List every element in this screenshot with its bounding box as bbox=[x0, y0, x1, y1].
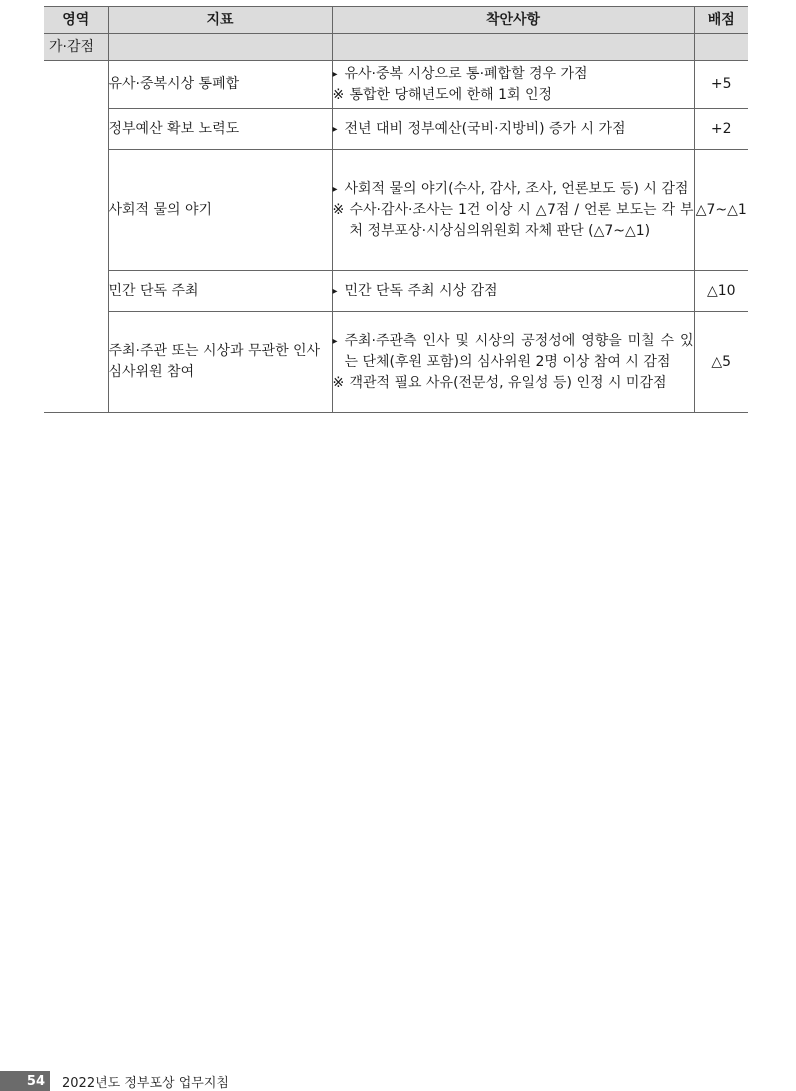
triangle-bullet-icon: ▸ bbox=[332, 285, 338, 297]
area-cell bbox=[44, 61, 108, 413]
triangle-bullet-icon: ▸ bbox=[332, 123, 338, 135]
score-cell: △5 bbox=[694, 312, 748, 413]
criteria-item bbox=[333, 64, 694, 85]
indicator-cell: 유사·중복시상 통폐합 bbox=[108, 61, 332, 109]
table-header-row bbox=[44, 7, 748, 34]
criteria-cell bbox=[332, 271, 694, 312]
criteria-cell bbox=[332, 312, 694, 413]
header-criteria: 착안사항 bbox=[332, 7, 694, 34]
criteria-item bbox=[333, 281, 694, 302]
table-row bbox=[44, 271, 748, 312]
table-row bbox=[44, 109, 748, 150]
triangle-bullet-icon: ▸ bbox=[332, 183, 338, 195]
criteria-item-text: 민간 단독 주최 시상 감점 bbox=[344, 282, 498, 299]
criteria-note-text: 객관적 필요 사유(전문성, 유일성 등) 인정 시 미감점 bbox=[349, 374, 667, 391]
section-empty-cell bbox=[108, 34, 332, 61]
indicator-cell: 주최·주관 또는 시상과 무관한 인사 심사위원 참여 bbox=[108, 312, 332, 413]
reference-mark-icon: ※ bbox=[332, 374, 345, 391]
criteria-item bbox=[333, 119, 694, 140]
indicator-cell: 사회적 물의 야기 bbox=[108, 150, 332, 271]
criteria-item-text: 유사·중복 시상으로 통·폐합할 경우 가점 bbox=[344, 65, 588, 82]
criteria-item bbox=[333, 331, 694, 373]
triangle-bullet-icon: ▸ bbox=[332, 335, 338, 347]
reference-mark-icon: ※ bbox=[332, 201, 345, 218]
footer-doc-title: 2022년도 정부포상 업무지침 bbox=[62, 1075, 229, 1091]
criteria-item-text: 주최·주관측 인사 및 시상의 공정성에 영향을 미칠 수 있는 단체(후원 포함)의 심사위원 2명 이상 참여 시 감점 bbox=[344, 332, 694, 370]
section-empty-cell bbox=[332, 34, 694, 61]
indicator-cell: 민간 단독 주최 bbox=[108, 271, 332, 312]
criteria-note-text: 통합한 당해년도에 한해 1회 인정 bbox=[349, 86, 553, 103]
table-row bbox=[44, 61, 748, 109]
criteria-note bbox=[333, 373, 694, 394]
indicator-cell: 정부예산 확보 노력도 bbox=[108, 109, 332, 150]
reference-mark-icon: ※ bbox=[332, 86, 345, 103]
score-cell: △7~△1 bbox=[694, 150, 748, 271]
section-empty-cell bbox=[694, 34, 748, 61]
scoring-guide-table bbox=[44, 6, 748, 413]
criteria-cell bbox=[332, 150, 694, 271]
header-indicator: 지표 bbox=[108, 7, 332, 34]
criteria-note bbox=[333, 200, 694, 242]
criteria-item-text: 사회적 물의 야기(수사, 감사, 조사, 언론보도 등) 시 감점 bbox=[344, 180, 689, 197]
criteria-item-text: 전년 대비 정부예산(국비·지방비) 증가 시 가점 bbox=[344, 120, 626, 137]
score-cell: +5 bbox=[694, 61, 748, 109]
score-cell: △10 bbox=[694, 271, 748, 312]
criteria-cell bbox=[332, 61, 694, 109]
header-area: 영역 bbox=[44, 7, 108, 34]
table-row bbox=[44, 150, 748, 271]
criteria-note bbox=[333, 85, 694, 106]
page-number: 54 bbox=[0, 1071, 50, 1091]
section-row bbox=[44, 34, 748, 61]
criteria-cell bbox=[332, 109, 694, 150]
page-footer bbox=[0, 1071, 796, 1091]
table-row bbox=[44, 312, 748, 413]
triangle-bullet-icon: ▸ bbox=[332, 68, 338, 80]
criteria-note-text: 수사·감사·조사는 1건 이상 시 △7점 / 언론 보도는 각 부처 정부포상·시상심의위원회 자체 판단 (△7~△1) bbox=[349, 201, 694, 239]
section-label: 가·감점 bbox=[44, 34, 108, 61]
score-cell: +2 bbox=[694, 109, 748, 150]
header-score: 배점 bbox=[694, 7, 748, 34]
criteria-item bbox=[333, 179, 694, 200]
